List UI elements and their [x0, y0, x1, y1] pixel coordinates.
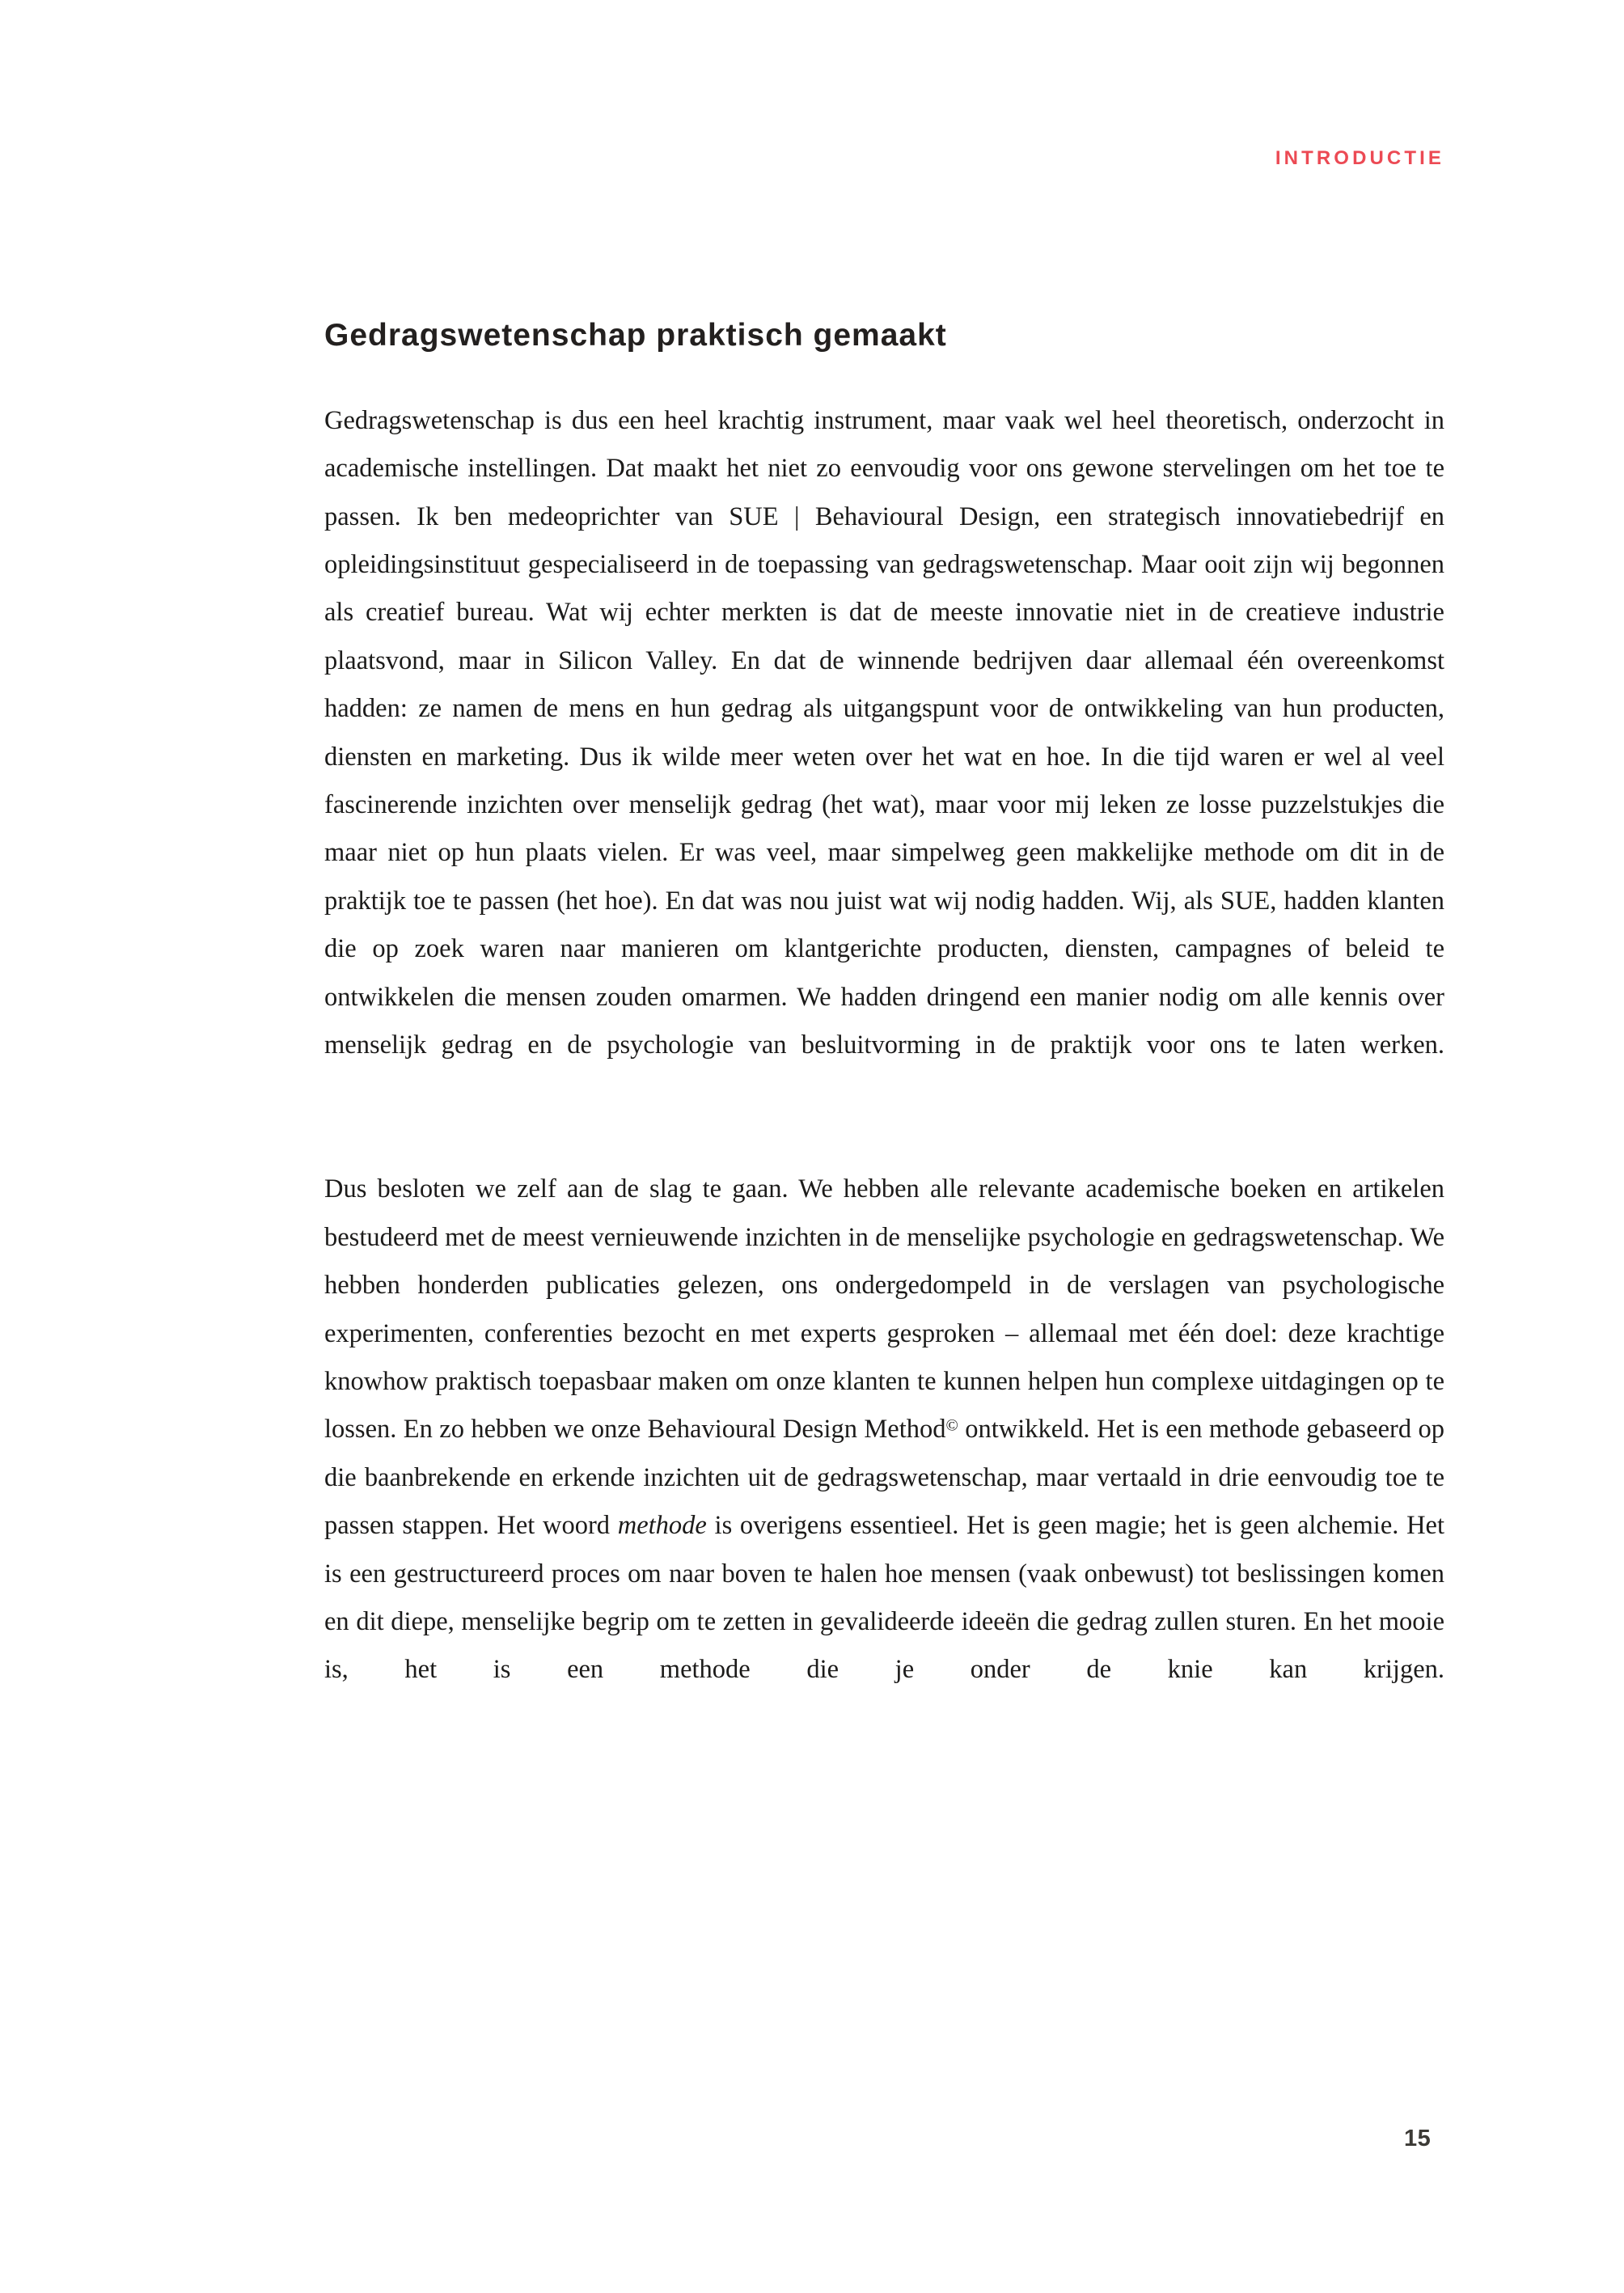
section-title: Gedragswetenschap praktisch gemaakt — [324, 318, 947, 353]
paragraph-2-text-start: Dus besloten we zelf aan de slag te gaan. We hebben alle relevante academische boeken en artikelen bestudeerd met de meest vernieuwende inzichten in de menselijke psychologie en gedragswetenschap. We hebben honderden publicaties gelezen, ons ondergedompeld in de verslagen van psychologische experimenten, conferenties bezocht en met experts gesproken – allemaal met één doel: deze krachtige knowhow praktisch toepasbaar maken om onze klanten te kunnen helpen hun complexe uitdagingen op te lossen. En zo hebben we onze Behavioural Design Method — [324, 1174, 1444, 1445]
running-head: INTRODUCTIE — [1275, 147, 1444, 169]
paragraph-2-text-end: is overigens essentieel. Het is geen magie; het is geen alchemie. Het is een gestructureerd proces om naar boven te halen hoe mensen (vaak onbewust) tot beslissingen komen en dit diepe, menselijke begrip om te zetten in gevalideerde ideeën die gedrag zullen sturen. En het mooie is, het is een methode die je onder de knie kan krijgen. — [324, 1511, 1444, 1685]
emphasized-word-methode: methode — [617, 1511, 707, 1541]
body-paragraph-2 — [324, 1166, 1444, 1742]
body-paragraph-1: Gedragswetenschap is dus een heel krachtig instrument, maar vaak wel heel theoretisch, onderzocht in academische instellingen. Dat maakt het niet zo eenvoudig voor ons gewone stervelingen om het toe te passen. Ik ben medeoprichter van SUE | Behavioural Design, een strategisch innovatiebedrijf en opleidingsinstituut gespecialiseerd in de toepassing van gedragswetenschap. Maar ooit zijn wij begonnen als creatief bureau. Wat wij echter merkten is dat de meeste innovatie niet in de creatieve industrie plaatsvond, maar in Silicon Valley. En dat de winnende bedrijven daar allemaal één overeenkomst hadden: ze namen de mens en hun gedrag als uitgangspunt voor de ontwikkeling van hun producten, diensten en marketing. Dus ik wilde meer weten over het wat en hoe. In die tijd waren er wel al veel fascinerende inzichten over menselijk gedrag (het wat), maar voor mij leken ze losse puzzelstukjes die maar niet op hun plaats vielen. Er was veel, maar simpelweg geen makkelijke methode om dit in de praktijk toe te passen (het hoe). En dat was nou juist wat wij nodig hadden. Wij, als SUE, hadden klanten die op zoek waren naar manieren om klantgerichte producten, diensten, campagnes of beleid te ontwikkelen die mensen zouden omarmen. We hadden dringend een manier nodig om alle kennis over menselijk gedrag en de psychologie van besluitvorming in de praktijk voor ons te laten werken. — [324, 405, 1444, 1060]
page-number: 15 — [1404, 2126, 1432, 2151]
paragraph-2-text-middle: ontwikkeld. Het is een methode gebaseerd op die baanbrekende en erkende inzichten uit de gedragswetenschap, maar vertaald in drie eenvoudig toe te passen stappen. Het woord — [324, 1415, 1445, 1541]
text-column — [324, 0, 1444, 1742]
copyright-symbol: © — [945, 1416, 958, 1435]
